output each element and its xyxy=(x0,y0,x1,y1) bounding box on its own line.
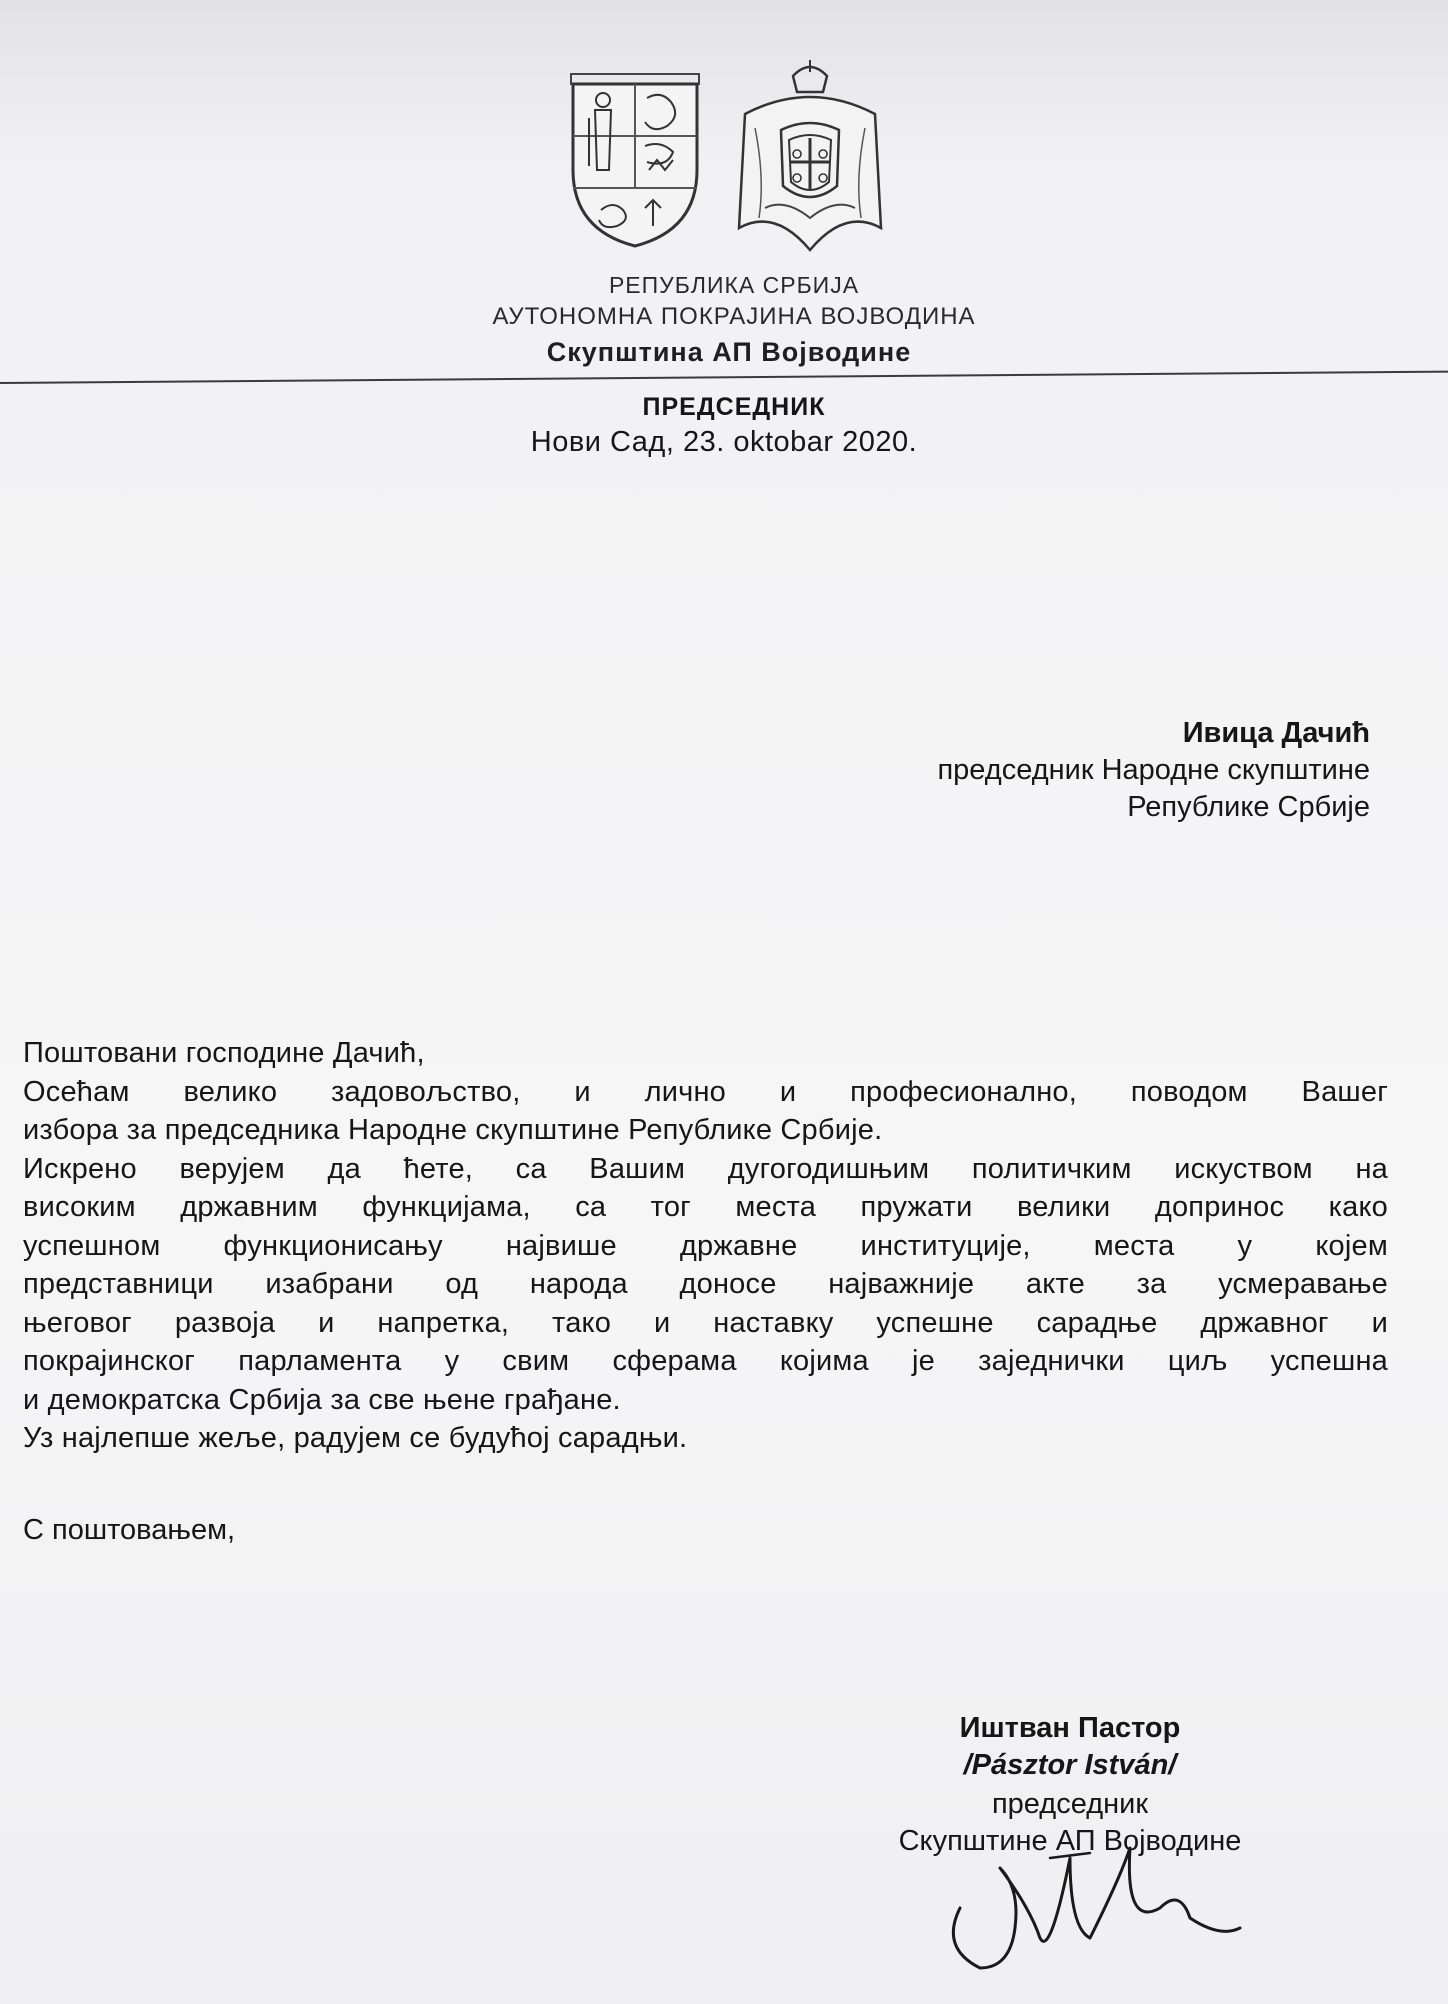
letterhead-text xyxy=(0,272,1448,368)
assembly-name: Скупштина АП Војводине xyxy=(546,337,912,367)
body-line: представници изабрани од народа доносе најважније акте за усмеравање xyxy=(23,1268,1388,1300)
salutation: Поштовани господине Дачић, xyxy=(23,1037,425,1069)
body-line: његовог развоја и напретка, тако и наставку успешне сарадње државног и xyxy=(23,1306,1388,1339)
addressee-title-line2: Републике Србије xyxy=(1127,791,1370,823)
body-line: Искрено верујем да ћете, са Вашим дугогодишњим политичким искуством на xyxy=(23,1152,1388,1185)
body-line: Уз најлепше жеље, радујем се будућој сарадњи. xyxy=(23,1422,688,1454)
body-line: и демократска Србија за све њене грађане. xyxy=(23,1383,621,1416)
signatory-name-latin: /Pásztor István/ xyxy=(963,1749,1177,1781)
letterhead-crests xyxy=(565,58,905,258)
body-line: високим државним функцијама, са тог места пружати велики допринос како xyxy=(23,1191,1388,1223)
body-line: покрајинског парламента у свим сферама којима је заједнички циљ успешна xyxy=(23,1345,1388,1377)
signatory-name: Иштван Пастор xyxy=(959,1712,1181,1744)
addressee-block xyxy=(937,715,1370,826)
province-name: АУТОНОМНА ПОКРАЈИНА ВОЈВОДИНА xyxy=(492,303,976,330)
body-line: успешном функционисању највише државне институције, места у којем xyxy=(23,1229,1388,1262)
body-line: избора за председника Народне скупштине Републике Србије. xyxy=(23,1114,883,1146)
signatory-title-line1: председник xyxy=(991,1788,1149,1820)
office-block xyxy=(0,393,1448,459)
letterhead-divider xyxy=(0,371,1448,384)
handwritten-signature-icon xyxy=(920,1818,1260,1978)
vojvodina-coat-of-arms-icon xyxy=(565,70,705,250)
serbia-coat-of-arms-icon xyxy=(725,58,895,258)
office-title: ПРЕДСЕДНИК xyxy=(642,393,826,421)
country-name: РЕПУБЛИКА СРБИЈА xyxy=(608,272,860,298)
addressee-title-line1: председник Народне скупштине xyxy=(937,754,1370,786)
addressee-name: Ивица Дачић xyxy=(1182,717,1370,749)
body-line: Осећам велико задовољство, и лично и професионално, поводом Вашег xyxy=(23,1075,1388,1108)
place-and-date: Нови Сад, 23. oktobar 2020. xyxy=(530,426,918,458)
signatory-title-line2: Скупштине АП Војводине xyxy=(898,1825,1242,1857)
letter-body xyxy=(23,1034,1388,1458)
closing: С поштовањем, xyxy=(23,1514,236,1546)
